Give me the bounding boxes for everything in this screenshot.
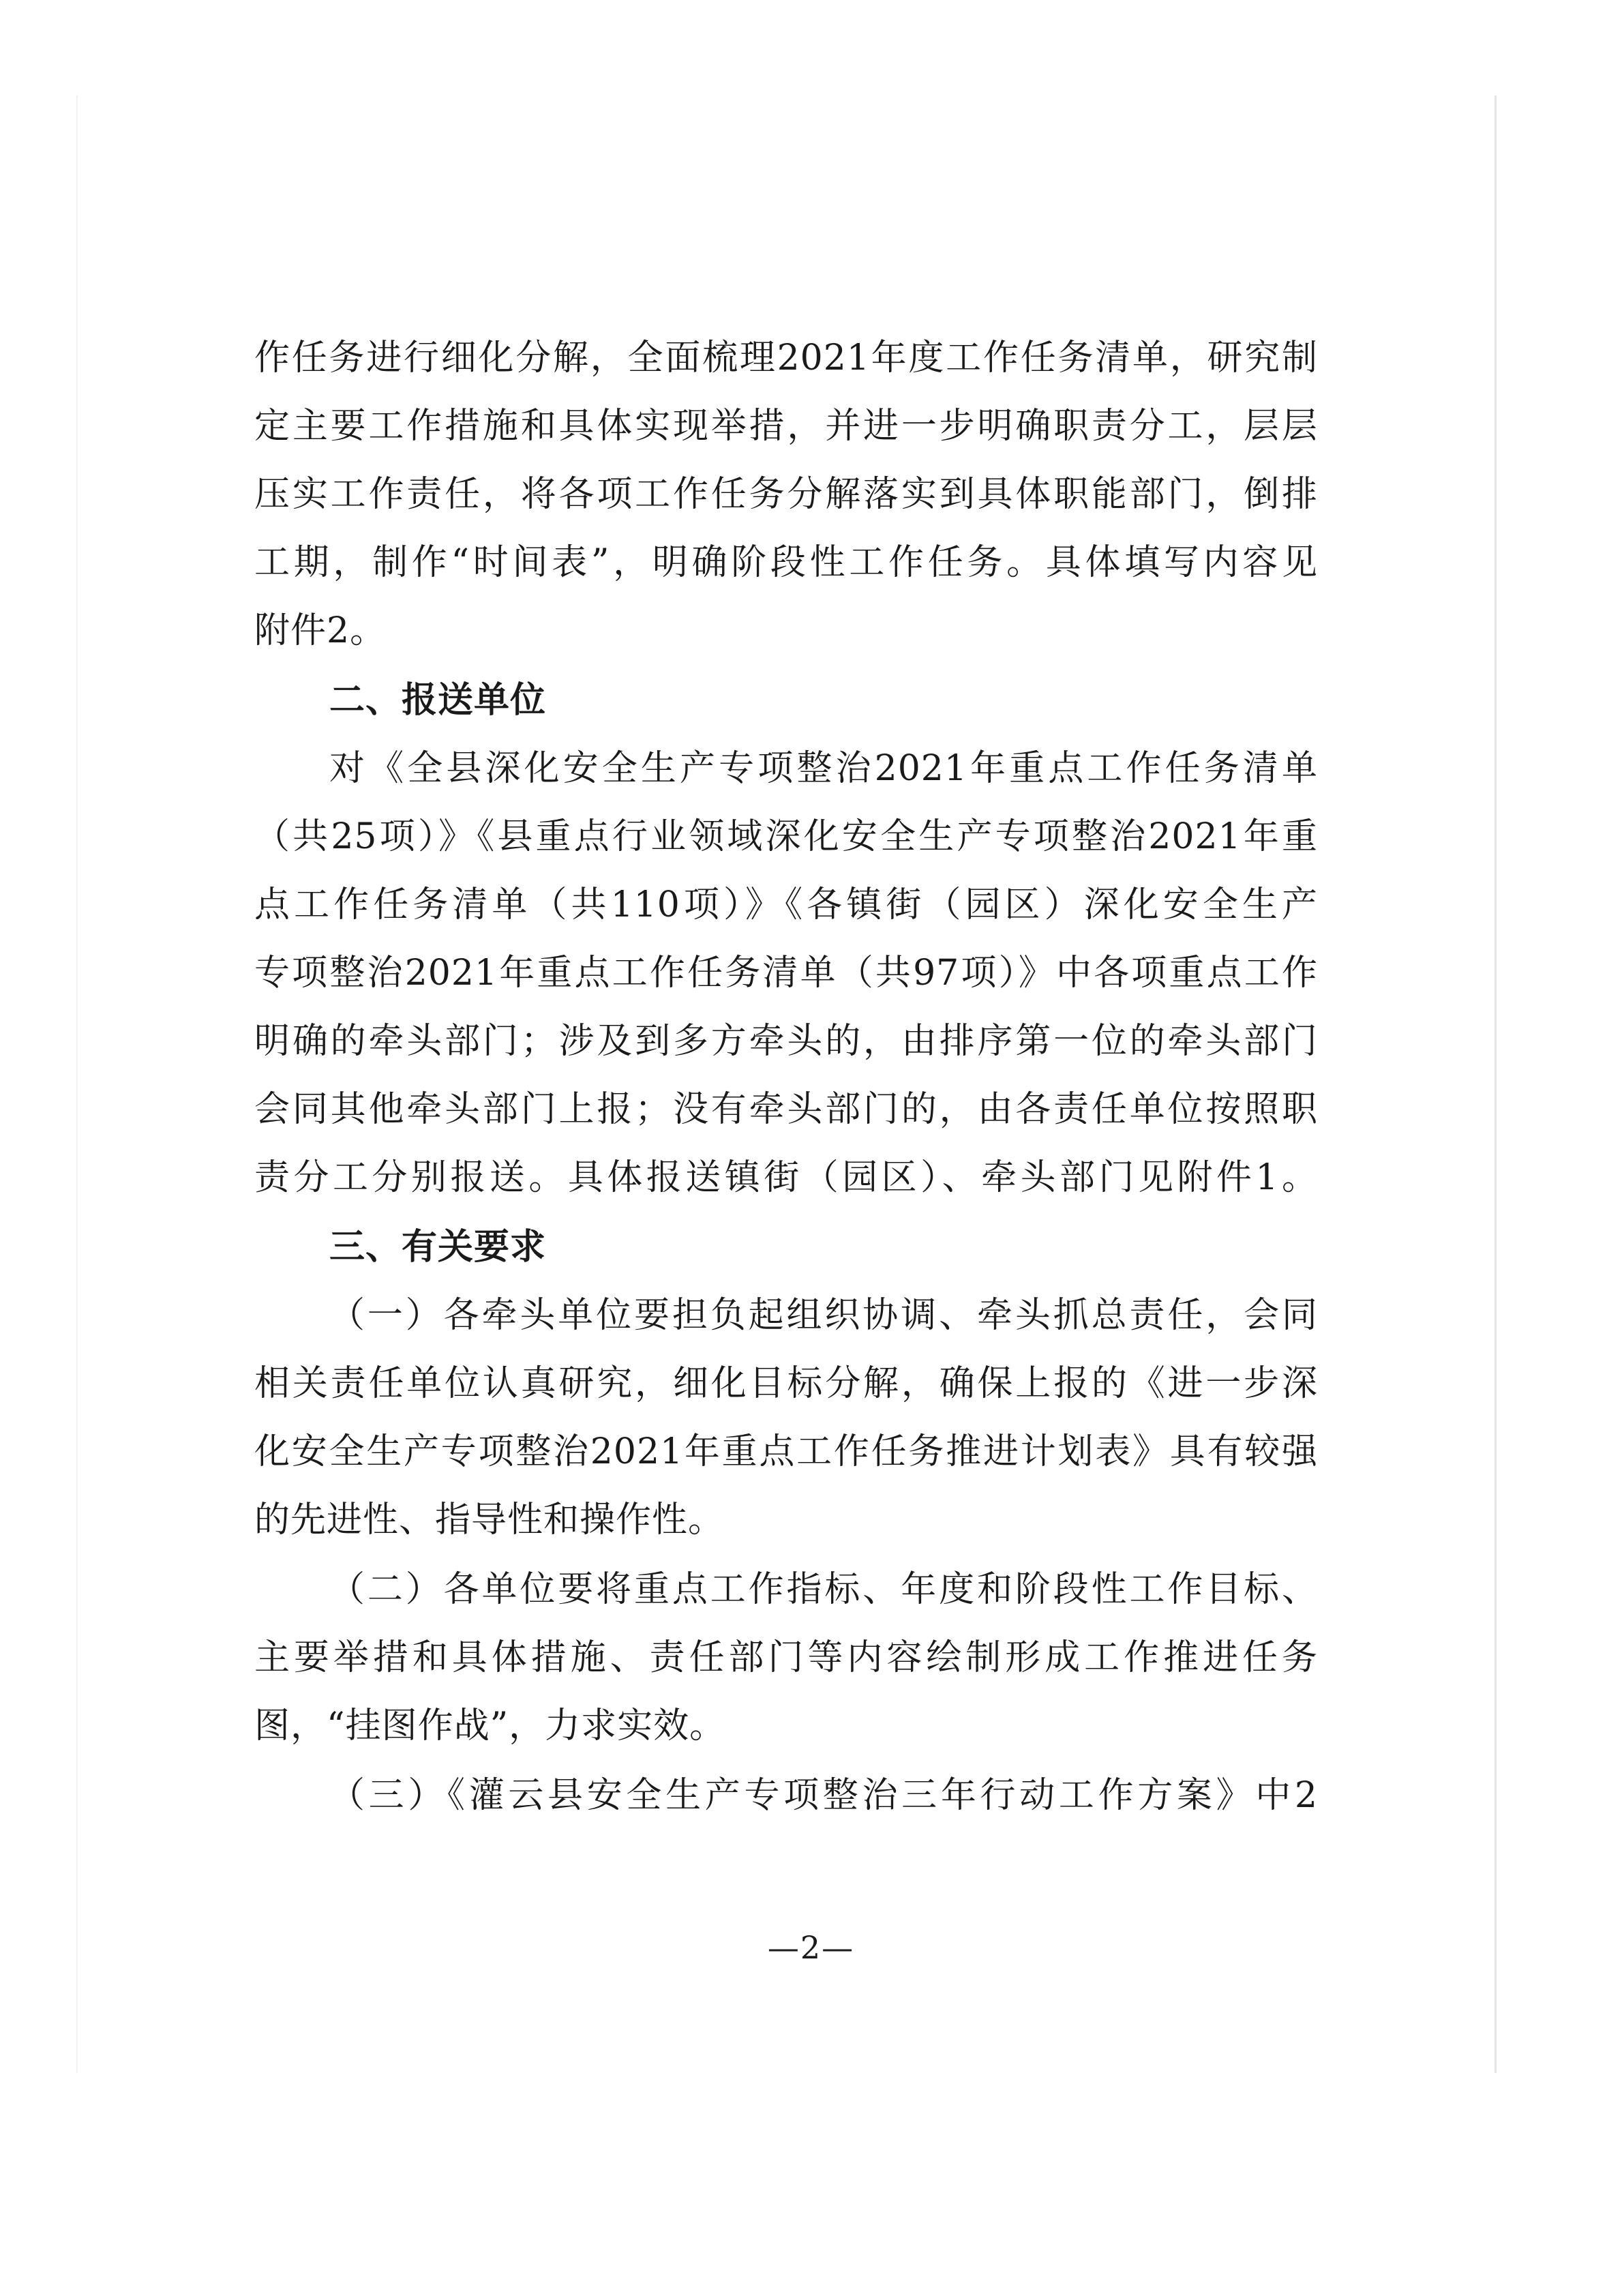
paragraph-line: 点工作任务清单（共110项）》《各镇街（园区）深化安全生产 xyxy=(254,884,1318,925)
paragraph-line: 专项整治2021年重点工作任务清单（共97项）》中各项重点工作 xyxy=(254,953,1318,994)
page-number: —2— xyxy=(767,1929,855,1966)
section-heading-3: 三、有关要求 xyxy=(329,1227,547,1268)
paragraph-line: 作任务进行细化分解，全面梳理2021年度工作任务清单，研究制 xyxy=(254,338,1318,378)
paragraph-line: 责分工分别报送。具体报送镇街（园区）、牵头部门见附件1。 xyxy=(254,1157,1318,1198)
paragraph-line: 对《全县深化安全生产专项整治2021年重点工作任务清单 xyxy=(329,748,1318,789)
paragraph-line: 相关责任单位认真研究，细化目标分解，确保上报的《进一步深 xyxy=(254,1363,1318,1404)
paragraph-line: 附件2。 xyxy=(254,610,387,651)
paragraph-line: 明确的牵头部门；涉及到多方牵头的，由排序第一位的牵头部门 xyxy=(254,1021,1318,1062)
paragraph-line: 主要举措和具体措施、责任部门等内容绘制形成工作推进任务 xyxy=(254,1637,1318,1678)
paragraph-line: （共25项）》《县重点行业领域深化安全生产专项整治2021年重 xyxy=(254,816,1318,857)
scan-edge-left xyxy=(76,95,78,2073)
paragraph-line: （二）各单位要将重点工作指标、年度和阶段性工作目标、 xyxy=(329,1569,1318,1610)
paragraph-line: 会同其他牵头部门上报；没有牵头部门的，由各责任单位按照职 xyxy=(254,1089,1318,1130)
paragraph-line: 工期，制作“时间表”，明确阶段性工作任务。具体填写内容见 xyxy=(254,542,1318,583)
paragraph-line: 化安全生产专项整治2021年重点工作任务推进计划表》具有较强 xyxy=(254,1431,1318,1472)
scan-edge-right xyxy=(1495,95,1497,2073)
paragraph-line: 的先进性、指导性和操作性。 xyxy=(254,1500,725,1540)
paragraph-line: 压实工作责任，将各项工作任务分解落实到具体职能部门，倒排 xyxy=(254,474,1318,515)
paragraph-line: 图，“挂图作战”，力求实效。 xyxy=(254,1705,726,1746)
paragraph-line: 定主要工作措施和具体实现举措，并进一步明确职责分工，层层 xyxy=(254,406,1318,447)
paragraph-line: （三）《灌云县安全生产专项整治三年行动工作方案》中2 xyxy=(329,1775,1318,1816)
section-heading-2: 二、报送单位 xyxy=(329,680,547,721)
paragraph-line: （一）各牵头单位要担负起组织协调、牵头抓总责任，会同 xyxy=(329,1295,1318,1336)
